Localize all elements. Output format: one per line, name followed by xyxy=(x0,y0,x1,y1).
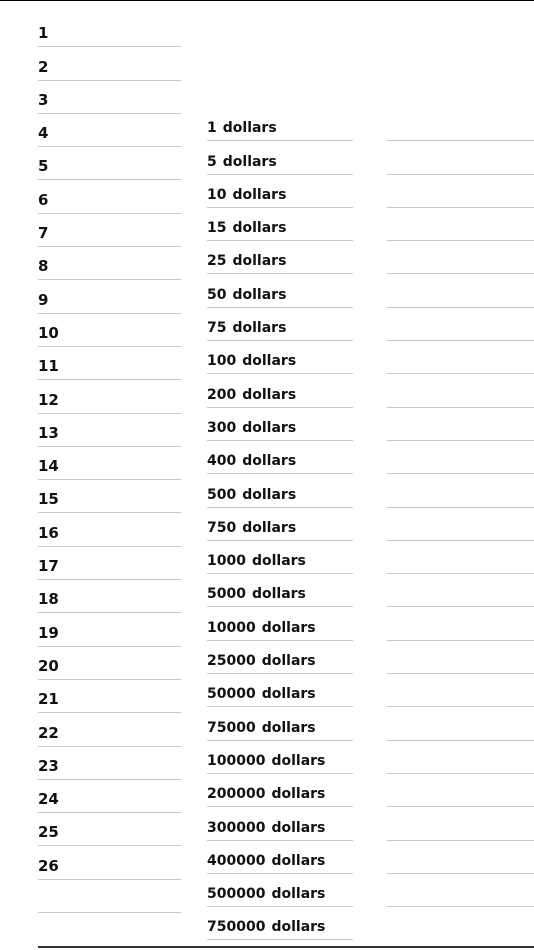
blank-row xyxy=(387,607,534,640)
prize-row[interactable] xyxy=(207,208,353,241)
blank-row xyxy=(387,508,534,541)
case-row[interactable] xyxy=(38,846,181,879)
prize-row[interactable] xyxy=(207,641,353,674)
case-row[interactable] xyxy=(38,447,181,480)
prize-unit: dollars xyxy=(271,819,326,836)
prize-value: 5000 xyxy=(207,586,246,603)
case-row[interactable] xyxy=(38,480,181,513)
prize-unit: dollars xyxy=(242,386,297,403)
case-number: 8 xyxy=(38,257,49,276)
prize-value: 100 xyxy=(207,353,237,370)
case-row[interactable] xyxy=(38,713,181,746)
case-number: 25 xyxy=(38,823,59,842)
case-number: 7 xyxy=(38,224,49,243)
blank-row xyxy=(387,741,534,774)
blank-row xyxy=(387,408,534,441)
blank-row xyxy=(387,841,534,874)
prize-row[interactable] xyxy=(207,607,353,640)
blank-row xyxy=(387,874,534,907)
prize-unit: dollars xyxy=(271,886,326,903)
prize-unit: dollars xyxy=(232,320,287,337)
bottom-divider xyxy=(38,946,534,948)
prize-unit: dollars xyxy=(261,719,316,736)
blank-value-column xyxy=(387,108,534,907)
case-number: 1 xyxy=(38,24,49,43)
prize-row[interactable] xyxy=(207,374,353,407)
prize-unit: dollars xyxy=(222,120,277,137)
prize-unit: dollars xyxy=(232,220,287,237)
case-row[interactable] xyxy=(38,513,181,546)
prize-unit: dollars xyxy=(271,919,326,936)
prize-row[interactable] xyxy=(207,841,353,874)
prize-value: 500 xyxy=(207,486,237,503)
case-row[interactable] xyxy=(38,813,181,846)
prize-value: 200 xyxy=(207,386,237,403)
case-number: 11 xyxy=(38,357,59,376)
prize-unit: dollars xyxy=(222,153,277,170)
prize-row[interactable] xyxy=(207,241,353,274)
blank-row xyxy=(387,374,534,407)
prize-value: 5 xyxy=(207,153,217,170)
prize-value: 500000 xyxy=(207,886,266,903)
top-divider xyxy=(0,0,534,1)
case-number: 21 xyxy=(38,690,59,709)
blank-row xyxy=(387,308,534,341)
prize-row[interactable] xyxy=(207,674,353,707)
prize-unit: dollars xyxy=(261,653,316,670)
blank-row xyxy=(387,641,534,674)
case-row[interactable] xyxy=(38,147,181,180)
prize-value: 50 xyxy=(207,286,227,303)
blank-row xyxy=(387,274,534,307)
prize-unit: dollars xyxy=(251,553,306,570)
case-row[interactable] xyxy=(38,880,181,913)
prize-value: 75 xyxy=(207,320,227,337)
case-number: 4 xyxy=(38,124,49,143)
prize-unit: dollars xyxy=(242,453,297,470)
prize-row[interactable] xyxy=(207,141,353,174)
prize-row[interactable] xyxy=(207,807,353,840)
prize-row[interactable] xyxy=(207,707,353,740)
case-number: 20 xyxy=(38,656,59,675)
prize-unit: dollars xyxy=(232,186,287,203)
case-number: 15 xyxy=(38,490,59,509)
prize-value: 1000 xyxy=(207,553,246,570)
prize-unit: dollars xyxy=(232,253,287,270)
prize-value: 10 xyxy=(207,186,227,203)
case-row[interactable] xyxy=(38,280,181,313)
prize-row[interactable] xyxy=(207,474,353,507)
case-row[interactable] xyxy=(38,580,181,613)
prize-amount-list xyxy=(207,108,353,936)
prize-unit: dollars xyxy=(232,286,287,303)
blank-row xyxy=(387,241,534,274)
prize-unit: dollars xyxy=(242,353,297,370)
case-number: 19 xyxy=(38,623,59,642)
case-number: 10 xyxy=(38,323,59,342)
prize-value: 750 xyxy=(207,519,237,536)
case-row[interactable] xyxy=(38,380,181,413)
blank-row xyxy=(387,108,534,141)
case-number: 22 xyxy=(38,723,59,742)
prize-unit: dollars xyxy=(271,786,326,803)
prize-value: 25000 xyxy=(207,653,256,670)
case-row[interactable] xyxy=(38,647,181,680)
case-row[interactable] xyxy=(38,347,181,380)
blank-row xyxy=(387,141,534,174)
blank-row xyxy=(387,474,534,507)
prize-value: 300 xyxy=(207,419,237,436)
prize-value: 750000 xyxy=(207,919,266,936)
prize-value: 200000 xyxy=(207,786,266,803)
case-number: 26 xyxy=(38,856,59,875)
blank-row xyxy=(387,208,534,241)
case-number: 17 xyxy=(38,557,59,576)
blank-row xyxy=(387,341,534,374)
prize-value: 400000 xyxy=(207,852,266,869)
case-number: 24 xyxy=(38,790,59,809)
prize-value: 15 xyxy=(207,220,227,237)
case-row[interactable] xyxy=(38,114,181,147)
case-row[interactable] xyxy=(38,613,181,646)
case-row[interactable] xyxy=(38,414,181,447)
case-row[interactable] xyxy=(38,780,181,813)
prize-unit: dollars xyxy=(261,619,316,636)
prize-value: 400 xyxy=(207,453,237,470)
case-number: 18 xyxy=(38,590,59,609)
case-number: 23 xyxy=(38,756,59,775)
case-row[interactable] xyxy=(38,747,181,780)
prize-unit: dollars xyxy=(242,419,297,436)
prize-value: 50000 xyxy=(207,686,256,703)
blank-row xyxy=(387,707,534,740)
prize-row[interactable] xyxy=(207,441,353,474)
prize-unit: dollars xyxy=(251,586,306,603)
blank-row xyxy=(387,674,534,707)
prize-unit: dollars xyxy=(261,686,316,703)
case-row[interactable] xyxy=(38,314,181,347)
case-number: 14 xyxy=(38,457,59,476)
prize-row[interactable] xyxy=(207,308,353,341)
prize-unit: dollars xyxy=(271,852,326,869)
blank-row xyxy=(387,175,534,208)
case-number: 16 xyxy=(38,523,59,542)
prize-value: 1 xyxy=(207,120,217,137)
prize-row[interactable] xyxy=(207,341,353,374)
case-row[interactable] xyxy=(38,680,181,713)
case-number-list xyxy=(38,14,181,913)
prize-unit: dollars xyxy=(242,519,297,536)
case-number: 12 xyxy=(38,390,59,409)
case-number: 9 xyxy=(38,290,49,309)
case-row[interactable] xyxy=(38,14,181,47)
prize-value: 75000 xyxy=(207,719,256,736)
case-number: 13 xyxy=(38,423,59,442)
case-row[interactable] xyxy=(38,247,181,280)
blank-row xyxy=(387,807,534,840)
prize-row[interactable] xyxy=(207,408,353,441)
case-number: 3 xyxy=(38,90,49,109)
blank-row xyxy=(387,441,534,474)
case-row[interactable] xyxy=(38,547,181,580)
prize-row[interactable] xyxy=(207,874,353,907)
blank-row xyxy=(387,774,534,807)
blank-row xyxy=(387,541,534,574)
prize-row[interactable] xyxy=(207,175,353,208)
prize-row[interactable] xyxy=(207,907,353,940)
prize-row[interactable] xyxy=(207,274,353,307)
prize-value: 10000 xyxy=(207,619,256,636)
case-number: 2 xyxy=(38,57,49,76)
prize-unit: dollars xyxy=(242,486,297,503)
prize-row[interactable] xyxy=(207,108,353,141)
case-number: 6 xyxy=(38,190,49,209)
prize-row[interactable] xyxy=(207,574,353,607)
blank-row xyxy=(387,574,534,607)
case-row[interactable] xyxy=(38,47,181,80)
prize-row[interactable] xyxy=(207,741,353,774)
prize-value: 100000 xyxy=(207,752,266,769)
prize-value: 300000 xyxy=(207,819,266,836)
prize-row[interactable] xyxy=(207,541,353,574)
case-row[interactable] xyxy=(38,81,181,114)
prize-row[interactable] xyxy=(207,508,353,541)
case-row[interactable] xyxy=(38,214,181,247)
prize-row[interactable] xyxy=(207,774,353,807)
prize-value: 25 xyxy=(207,253,227,270)
case-row[interactable] xyxy=(38,180,181,213)
prize-unit: dollars xyxy=(271,752,326,769)
case-number: 5 xyxy=(38,157,49,176)
